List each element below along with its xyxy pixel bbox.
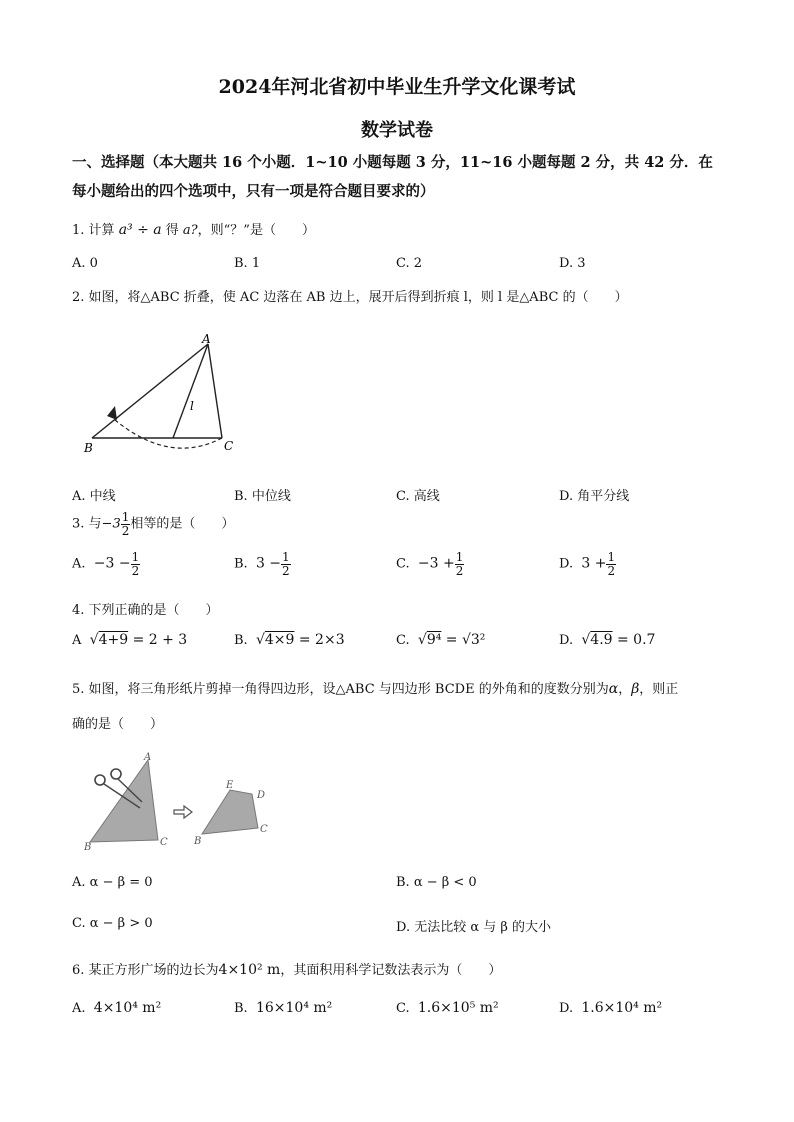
q3-option-a-label: A. [72,556,86,572]
q2-side-ac [208,344,222,438]
q3-option-b-pre: 3 − [255,555,282,572]
q4-option-a-label: A [72,633,82,648]
q3-option-a-den: 2 [131,563,140,578]
q4-option-b-label: B. [234,633,248,648]
q3-option-a-fraction [131,551,141,577]
q5-option-d: D. 无法比较 α 与 β 的大小 [396,920,552,935]
q3-option-a [72,551,140,577]
q2-option-b: B. 中位线 [234,489,291,504]
q3-option-d-fraction [606,551,616,577]
q6-option-d [559,1000,662,1016]
question-2-stem: 2. 如图，将△ABC 折叠，使 AC 边落在 AB 边上，展开后得到折痕 l，则 l 是△ABC 的（ ） [72,290,628,305]
q4-option-b-expr: √4×9 = 2×3 [255,632,345,648]
q3-option-b-den: 2 [282,563,290,578]
q6-option-b-label: B. [234,1001,248,1016]
q4-option-d [559,632,655,648]
q4-option-c-label: C. [396,633,410,648]
q5-option-b: B. α − β < 0 [396,875,477,890]
q5-option-c: C. α − β > 0 [72,916,153,931]
question-4-stem: 4. 下列正确的是（ ） [72,603,219,618]
q5-arrow-icon [174,806,192,818]
q6-option-b-value: 16×10⁴ m² [255,1000,333,1016]
q5-cut-figure [80,750,280,855]
q5-quadrilateral-bcde [202,790,258,834]
page-subtitle: 数学试卷 [361,120,433,141]
q4-option-c [396,632,485,648]
q2-label-b: B [84,441,93,455]
q3-option-c-num: 1 [455,550,464,564]
q2-option-d: D. 角平分线 [559,489,630,504]
q5-scissors-icon [95,775,105,785]
q6-option-c-value: 1.6×10⁵ m² [417,1000,499,1016]
q3-option-c-den: 2 [455,563,464,578]
q3-fraction [121,511,131,537]
q2-label-l: l [190,399,194,413]
q6-expression: 4×10² m [218,962,281,978]
q6-option-c [396,1000,499,1016]
q3-denominator: 2 [121,523,130,538]
q1-expression: a³ ÷ a [118,222,162,238]
q3-numerator: 1 [121,510,130,524]
q3-option-d-num: 1 [607,550,616,564]
q4-option-b-radicand: 4×9 [264,632,295,648]
q1-prefix: 1. 计算 [72,223,115,238]
q2-option-c: C. 高线 [396,489,440,504]
q5-alpha: α [608,681,619,697]
q4-option-a-rest: = 2 + 3 [128,632,188,648]
q2-label-c: C [224,439,234,453]
q2-fold-arrow-icon [107,406,117,420]
q1-option-d: D. 3 [559,256,586,271]
q5-label-a: A [144,752,152,763]
q3-option-c-label: C. [396,556,410,572]
q4-option-b [234,632,345,648]
q3-prefix: 3. 与 [72,516,102,532]
q6-option-a-value: 4×10⁴ m² [93,1000,162,1016]
question-1-stem [72,219,315,238]
q4-option-d-expr: √4.9 = 0.7 [581,632,656,648]
q4-option-a-radicand: 4+9 [98,632,129,648]
q3-option-b-num: 1 [282,550,290,564]
q4-option-a-expr: √4+9 = 2 + 3 [89,632,188,648]
q1-mid: 得 [165,223,179,238]
q3-option-b-label: B. [234,556,248,572]
q1-suffix: ，则“？”是（ ） [197,223,315,238]
q1-result: a? [182,223,198,238]
q6-option-c-label: C. [396,1001,410,1016]
q6-option-d-value: 1.6×10⁴ m² [581,1000,663,1016]
q3-option-d-den: 2 [607,563,616,578]
q5-label-c2: C [260,824,268,835]
q3-option-c-fraction [455,551,465,577]
q4-option-d-radicand: 4.9 [590,632,613,648]
question-5-stem-line2: 确的是（ ） [72,717,164,732]
q1-option-a: A. 0 [72,256,98,271]
q5-beta: β [631,681,640,697]
q1-option-c: C. 2 [396,256,423,271]
question-6-stem [72,959,501,978]
q4-option-d-label: D. [559,633,574,648]
q3-option-b [234,551,291,577]
q3-option-d-label: D. [559,556,574,572]
q5-label-b2: B [194,836,202,847]
q5-label-c: C [160,837,168,848]
q2-fold-arc [115,420,222,448]
question-5-stem-line1 [72,678,678,697]
q6-option-d-label: D. [559,1001,574,1016]
q3-option-c-pre: −3 + [417,555,455,572]
q5-label-e: E [226,780,234,791]
question-3-stem [72,511,234,537]
q4-option-c-expr: √9⁴ = √3² [417,632,486,648]
q2-triangle-figure [80,330,250,460]
q3-option-b-fraction [281,551,291,577]
q5-scissors-handle [111,769,121,779]
q5-comma: ， [618,682,632,697]
q4-option-a [72,632,187,648]
q6-suffix: ，其面积用科学记数法表示为（ ） [280,963,502,978]
q6-option-a-label: A. [72,1001,86,1016]
q5-label-b: B [84,842,92,853]
q3-option-d [559,551,616,577]
q5-label-d: D [257,790,266,801]
q3-option-d-pre: 3 + [581,555,607,572]
q6-prefix: 6. 某正方形广场的边长为 [72,963,219,978]
q6-option-a [72,1000,161,1016]
q5-option-a: A. α − β = 0 [72,875,153,890]
section-instructions-line1: 一、选择题（本大题共 16 个小题．1~10 小题每题 3 分，11~16 小题每题 2 分，共 42 分．在 [72,154,713,171]
q1-option-b: B. 1 [234,256,261,271]
q4-option-d-rest: = 0.7 [612,632,656,648]
q4-option-c-radicand: 9⁴ [426,632,442,648]
q3-option-a-num: 1 [131,550,140,564]
q2-label-a: A [202,332,211,346]
q3-whole: −3 [101,516,121,532]
q3-option-a-pre: −3 − [93,555,131,572]
q3-suffix: 相等的是（ ） [130,516,235,532]
q2-option-a: A. 中线 [72,489,116,504]
page-title: 2024年河北省初中毕业生升学文化课考试 [218,76,576,98]
q3-option-c [396,551,464,577]
q5-triangle-abc [90,760,158,842]
q5-line1-end: ，则正 [639,682,679,697]
q4-option-b-rest: = 2×3 [294,632,345,648]
q5-line1-text: 5. 如图，将三角形纸片剪掉一角得四边形，设△ABC 与四边形 BCDE 的外角和的度数分别为 [72,682,609,697]
section-instructions-line2: 每小题给出的四个选项中，只有一项是符合题目要求的） [72,183,435,200]
q6-option-b [234,1000,332,1016]
q4-option-c-rest: = √3² [441,632,486,648]
